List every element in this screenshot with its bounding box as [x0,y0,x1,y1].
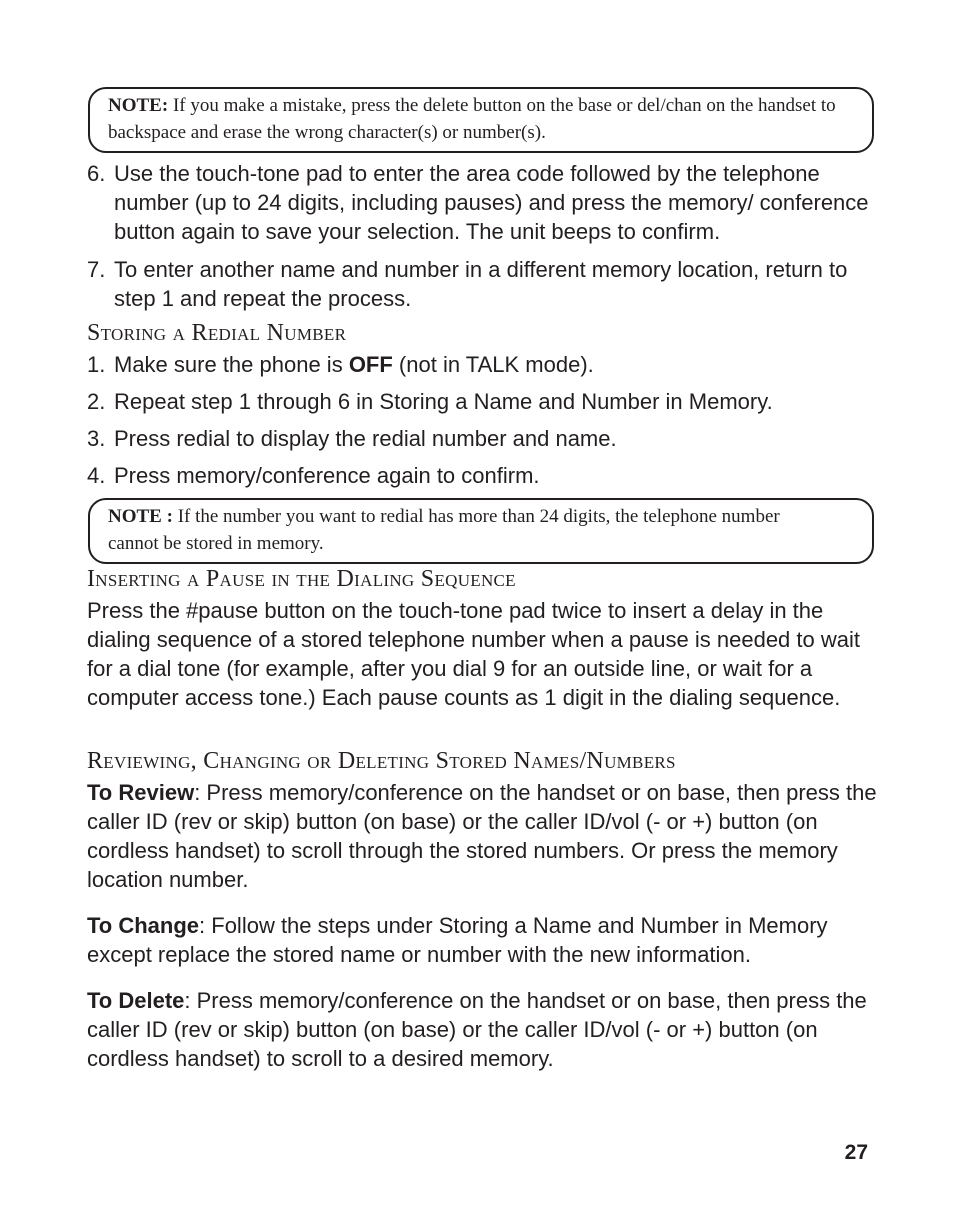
list-item [87,424,877,453]
note-box-redial-limit [88,498,874,564]
page-number: 27 [844,1141,868,1164]
list-item [87,387,877,416]
change-text: : Follow the steps under Storing a Name and Number in Memory except replace the stored name or number with the new information. [87,913,828,967]
list-item [87,255,877,313]
list-item [87,159,877,246]
step-number: 2. [87,389,106,414]
step-text: Press redial to display the redial number and name. [114,426,617,451]
paragraph-pause: Press the #pause button on the touch-tone pad twice to insert a delay in the dialing sequence of a stored telephone number when a pause is needed to wait for a dial tone (for example, after you dial 9 for an outside line, or wait for a computer access tone.) Each pause counts as 1 digit in the dialing sequence. [87,598,860,710]
step-text: Make sure the phone is [114,352,349,377]
step-number: 3. [87,426,106,451]
note-label: NOTE : [108,506,173,527]
steps-redial [87,350,877,490]
section-heading-redial: Storing a Redial Number [87,320,347,346]
delete-text: : Press memory/conference on the handset or on base, then press the caller ID (rev or skip) button (on base) or the caller ID/vol (- or +) button (on cordless handset) to scroll to a desired memory. [87,988,867,1071]
step-text: Use the touch-tone pad to enter the area code followed by the telephone number (up to 24 digits, including pauses) and press the memory/ conference button again to save your selection. The unit beeps to confirm. [114,161,869,244]
section-heading-review: Reviewing, Changing or Deleting Stored Names/Numbers [87,748,676,774]
change-label: To Change [87,913,200,938]
step-text: Press memory/conference again to confirm. [114,463,540,488]
paragraph-review [87,778,877,894]
list-item [87,461,877,490]
review-label: To Review [87,780,195,805]
step-text: Repeat step 1 through 6 in Storing a Name and Number in Memory. [114,389,773,414]
note-text: If you make a mistake, press the delete button on the base or del/chan on the handset to backspace and erase the wrong character(s) or number(s). [108,95,836,143]
section-heading-pause: Inserting a Pause in the Dialing Sequence [87,566,516,592]
delete-label: To Delete [87,988,185,1013]
step-number: 6. [87,161,106,186]
step-number: 1. [87,352,106,377]
step-text-bold: OFF [348,352,393,377]
step-text: (not in TALK mode). [392,352,594,377]
step-text: To enter another name and number in a different memory location, return to step 1 and repeat the process. [114,257,848,311]
paragraph-delete [87,986,877,1073]
step-number: 4. [87,463,106,488]
list-item [87,350,877,379]
step-number: 7. [87,257,106,282]
note-label: NOTE: [108,95,169,116]
steps-top [87,159,877,313]
review-text: : Press memory/conference on the handset or on base, then press the caller ID (rev or skip) button (on base) or the caller ID/vol (- or +) button (on cordless handset) to scroll through the stored numbers. Or press the memory location number. [87,780,877,892]
note-box-mistake [88,87,874,153]
paragraph-change [87,911,877,969]
note-text: If the number you want to redial has more than 24 digits, the telephone number cannot be stored in memory. [108,506,780,554]
